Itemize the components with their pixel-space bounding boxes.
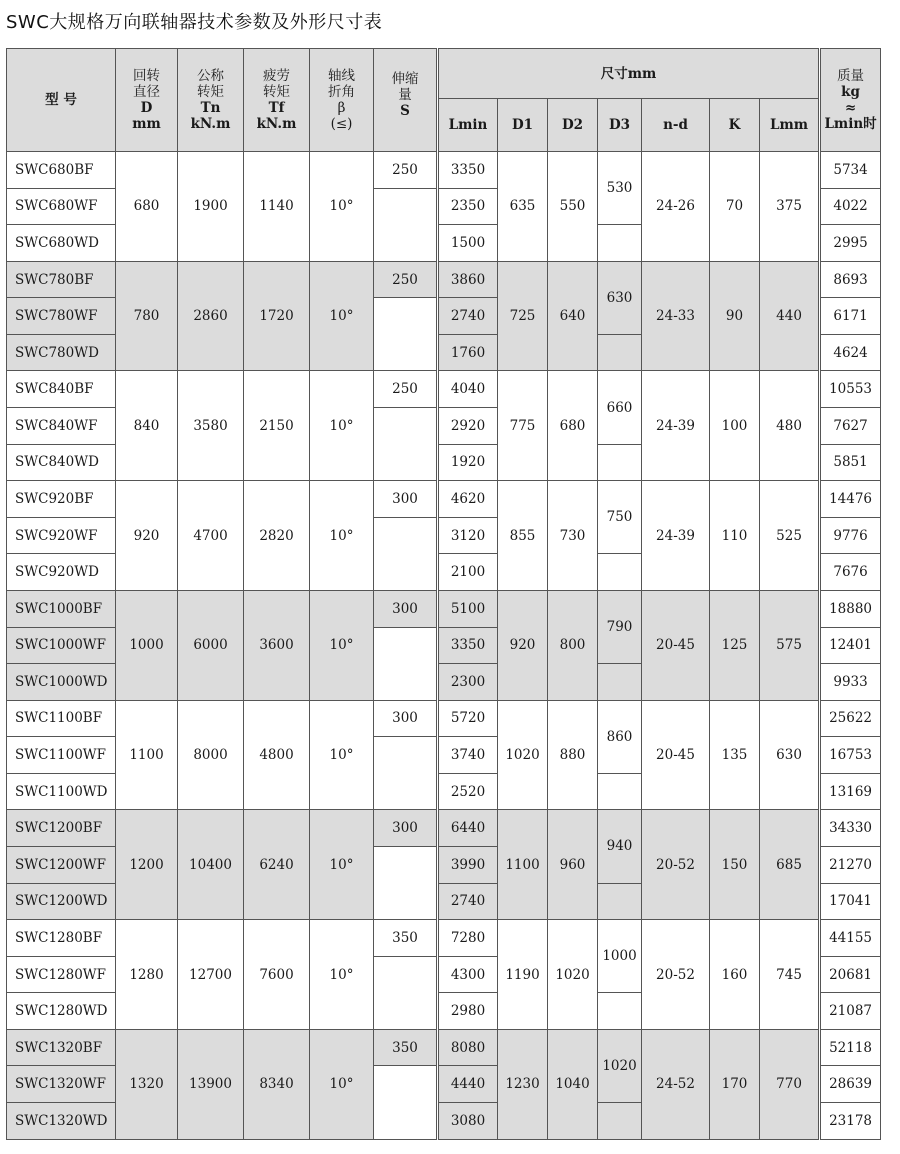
nd-cell: 24-39: [642, 481, 710, 591]
table-row: [7, 152, 881, 189]
model-cell: SWC920WF: [7, 517, 116, 554]
tn-cell: 4700: [178, 481, 244, 591]
model-cell: SWC1100BF: [7, 700, 116, 737]
d3-blank-cell: [598, 1103, 642, 1140]
model-cell: SWC920WD: [7, 554, 116, 591]
d1-cell: 725: [498, 261, 548, 371]
lmin-cell: 5100: [438, 590, 498, 627]
mass-cell: 4022: [820, 188, 881, 225]
header-lmm: Lmm: [760, 99, 820, 152]
tn-cell: 2860: [178, 261, 244, 371]
d-cell: 1000: [116, 590, 178, 700]
model-cell: SWC1280WF: [7, 956, 116, 993]
nd-cell: 24-39: [642, 371, 710, 481]
lmin-cell: 1500: [438, 225, 498, 262]
mass-cell: 21087: [820, 993, 881, 1030]
d3-blank-cell: [598, 664, 642, 701]
nd-cell: 20-52: [642, 810, 710, 920]
mass-cell: 21270: [820, 846, 881, 883]
page-title: SWC大规格万向联轴器技术参数及外形尺寸表: [6, 12, 383, 33]
lmm-cell: 375: [760, 152, 820, 262]
lmin-cell: 6440: [438, 810, 498, 847]
s-blank-cell: [374, 408, 438, 481]
nd-cell: 24-33: [642, 261, 710, 371]
d3-cell: 660: [598, 371, 642, 444]
lmin-cell: 2300: [438, 664, 498, 701]
lmin-cell: 2520: [438, 773, 498, 810]
table-row: [7, 920, 881, 957]
d2-cell: 640: [548, 261, 598, 371]
d2-cell: 1020: [548, 920, 598, 1030]
beta-cell: 10°: [310, 920, 374, 1030]
d1-cell: 1230: [498, 1029, 548, 1139]
beta-cell: 10°: [310, 700, 374, 810]
tf-cell: 4800: [244, 700, 310, 810]
lmin-cell: 1760: [438, 334, 498, 371]
d1-cell: 775: [498, 371, 548, 481]
d3-cell: 790: [598, 590, 642, 663]
beta-cell: 10°: [310, 481, 374, 591]
lmin-cell: 4440: [438, 1066, 498, 1103]
mass-cell: 34330: [820, 810, 881, 847]
mass-cell: 18880: [820, 590, 881, 627]
tn-cell: 8000: [178, 700, 244, 810]
mass-cell: 5851: [820, 444, 881, 481]
d-cell: 1100: [116, 700, 178, 810]
d-cell: 680: [116, 152, 178, 262]
d3-blank-cell: [598, 334, 642, 371]
mass-cell: 28639: [820, 1066, 881, 1103]
d2-cell: 680: [548, 371, 598, 481]
d2-cell: 960: [548, 810, 598, 920]
d3-blank-cell: [598, 554, 642, 591]
s-cell: 300: [374, 700, 438, 737]
k-cell: 90: [710, 261, 760, 371]
tf-cell: 7600: [244, 920, 310, 1030]
d3-cell: 750: [598, 481, 642, 554]
mass-cell: 14476: [820, 481, 881, 518]
mass-cell: 10553: [820, 371, 881, 408]
d1-cell: 920: [498, 590, 548, 700]
tn-cell: 6000: [178, 590, 244, 700]
s-cell: 250: [374, 371, 438, 408]
mass-cell: 9933: [820, 664, 881, 701]
lmin-cell: 3990: [438, 846, 498, 883]
model-cell: SWC1100WD: [7, 773, 116, 810]
header-tn: 公称 转矩 Tn kN.m: [178, 49, 244, 152]
s-blank-cell: [374, 517, 438, 590]
d3-cell: 860: [598, 700, 642, 773]
table-row: [7, 590, 881, 627]
lmin-cell: 2100: [438, 554, 498, 591]
mass-cell: 17041: [820, 883, 881, 920]
lmm-cell: 745: [760, 920, 820, 1030]
table-row: [7, 261, 881, 298]
k-cell: 170: [710, 1029, 760, 1139]
nd-cell: 24-26: [642, 152, 710, 262]
mass-cell: 44155: [820, 920, 881, 957]
mass-cell: 9776: [820, 517, 881, 554]
lmin-cell: 7280: [438, 920, 498, 957]
mass-cell: 4624: [820, 334, 881, 371]
model-cell: SWC1200BF: [7, 810, 116, 847]
header-dims: 尺寸mm: [438, 49, 820, 99]
k-cell: 110: [710, 481, 760, 591]
model-cell: SWC1280BF: [7, 920, 116, 957]
d3-cell: 630: [598, 261, 642, 334]
d2-cell: 800: [548, 590, 598, 700]
model-cell: SWC1200WF: [7, 846, 116, 883]
header-tf: 疲劳 转矩 Tf kN.m: [244, 49, 310, 152]
k-cell: 150: [710, 810, 760, 920]
model-cell: SWC840WF: [7, 408, 116, 445]
model-cell: SWC1000WD: [7, 664, 116, 701]
mass-cell: 6171: [820, 298, 881, 335]
s-blank-cell: [374, 188, 438, 261]
header-lmin: Lmin: [438, 99, 498, 152]
header-d3: D3: [598, 99, 642, 152]
lmin-cell: 4300: [438, 956, 498, 993]
lmm-cell: 685: [760, 810, 820, 920]
lmm-cell: 480: [760, 371, 820, 481]
s-cell: 300: [374, 481, 438, 518]
model-cell: SWC1000WF: [7, 627, 116, 664]
lmm-cell: 525: [760, 481, 820, 591]
lmin-cell: 2920: [438, 408, 498, 445]
d3-blank-cell: [598, 225, 642, 262]
header-s: 伸缩 量 S: [374, 49, 438, 152]
lmin-cell: 3740: [438, 737, 498, 774]
d1-cell: 1020: [498, 700, 548, 810]
s-cell: 350: [374, 920, 438, 957]
table-row: [7, 700, 881, 737]
lmin-cell: 5720: [438, 700, 498, 737]
model-cell: SWC1320BF: [7, 1029, 116, 1066]
d3-cell: 1020: [598, 1029, 642, 1102]
beta-cell: 10°: [310, 810, 374, 920]
model-cell: SWC680WD: [7, 225, 116, 262]
model-cell: SWC1000BF: [7, 590, 116, 627]
d2-cell: 1040: [548, 1029, 598, 1139]
lmin-cell: 3350: [438, 627, 498, 664]
d3-blank-cell: [598, 773, 642, 810]
table-row: [7, 1029, 881, 1066]
k-cell: 70: [710, 152, 760, 262]
spec-table: [6, 48, 881, 1140]
header-d: 回转 直径 D mm: [116, 49, 178, 152]
header-nd: n-d: [642, 99, 710, 152]
d-cell: 1200: [116, 810, 178, 920]
mass-cell: 52118: [820, 1029, 881, 1066]
tn-cell: 3580: [178, 371, 244, 481]
tf-cell: 1140: [244, 152, 310, 262]
lmin-cell: 1920: [438, 444, 498, 481]
lmin-cell: 3120: [438, 517, 498, 554]
beta-cell: 10°: [310, 1029, 374, 1139]
lmin-cell: 3080: [438, 1103, 498, 1140]
lmin-cell: 4620: [438, 481, 498, 518]
beta-cell: 10°: [310, 590, 374, 700]
s-cell: 250: [374, 261, 438, 298]
tf-cell: 6240: [244, 810, 310, 920]
s-blank-cell: [374, 846, 438, 919]
model-cell: SWC1320WF: [7, 1066, 116, 1103]
tn-cell: 10400: [178, 810, 244, 920]
table-row: [7, 371, 881, 408]
table-row: [7, 481, 881, 518]
d1-cell: 1100: [498, 810, 548, 920]
mass-cell: 5734: [820, 152, 881, 189]
lmin-cell: 2350: [438, 188, 498, 225]
d2-cell: 880: [548, 700, 598, 810]
lmin-cell: 3860: [438, 261, 498, 298]
mass-cell: 13169: [820, 773, 881, 810]
d3-cell: 530: [598, 152, 642, 225]
tf-cell: 2150: [244, 371, 310, 481]
model-cell: SWC780BF: [7, 261, 116, 298]
lmin-cell: 2740: [438, 883, 498, 920]
nd-cell: 20-45: [642, 590, 710, 700]
mass-cell: 20681: [820, 956, 881, 993]
mass-cell: 7676: [820, 554, 881, 591]
d3-cell: 940: [598, 810, 642, 883]
lmin-cell: 2740: [438, 298, 498, 335]
model-cell: SWC1200WD: [7, 883, 116, 920]
header-mass: 质量 kg ≈ Lmin时: [820, 49, 881, 152]
lmin-cell: 4040: [438, 371, 498, 408]
s-blank-cell: [374, 956, 438, 1029]
lmin-cell: 8080: [438, 1029, 498, 1066]
tn-cell: 12700: [178, 920, 244, 1030]
d-cell: 840: [116, 371, 178, 481]
mass-cell: 25622: [820, 700, 881, 737]
tf-cell: 1720: [244, 261, 310, 371]
mass-cell: 7627: [820, 408, 881, 445]
model-cell: SWC1280WD: [7, 993, 116, 1030]
d1-cell: 855: [498, 481, 548, 591]
table-body: [7, 152, 881, 1140]
d2-cell: 730: [548, 481, 598, 591]
s-cell: 250: [374, 152, 438, 189]
model-cell: SWC680BF: [7, 152, 116, 189]
beta-cell: 10°: [310, 261, 374, 371]
s-cell: 300: [374, 590, 438, 627]
lmin-cell: 3350: [438, 152, 498, 189]
model-cell: SWC1320WD: [7, 1103, 116, 1140]
s-cell: 350: [374, 1029, 438, 1066]
header-d1: D1: [498, 99, 548, 152]
lmm-cell: 440: [760, 261, 820, 371]
model-cell: SWC840BF: [7, 371, 116, 408]
lmm-cell: 630: [760, 700, 820, 810]
k-cell: 135: [710, 700, 760, 810]
tf-cell: 8340: [244, 1029, 310, 1139]
model-cell: SWC920BF: [7, 481, 116, 518]
d1-cell: 1190: [498, 920, 548, 1030]
mass-cell: 12401: [820, 627, 881, 664]
d-cell: 1320: [116, 1029, 178, 1139]
k-cell: 100: [710, 371, 760, 481]
model-cell: SWC1100WF: [7, 737, 116, 774]
nd-cell: 20-45: [642, 700, 710, 810]
header-beta: 轴线 折角 β (≤): [310, 49, 374, 152]
d1-cell: 635: [498, 152, 548, 262]
mass-cell: 2995: [820, 225, 881, 262]
table-row: [7, 810, 881, 847]
tf-cell: 2820: [244, 481, 310, 591]
d-cell: 780: [116, 261, 178, 371]
k-cell: 125: [710, 590, 760, 700]
s-blank-cell: [374, 1066, 438, 1140]
model-cell: SWC780WD: [7, 334, 116, 371]
header-d2: D2: [548, 99, 598, 152]
model-cell: SWC780WF: [7, 298, 116, 335]
d3-blank-cell: [598, 444, 642, 481]
d-cell: 920: [116, 481, 178, 591]
beta-cell: 10°: [310, 152, 374, 262]
lmm-cell: 575: [760, 590, 820, 700]
tf-cell: 3600: [244, 590, 310, 700]
s-blank-cell: [374, 627, 438, 700]
header-k: K: [710, 99, 760, 152]
k-cell: 160: [710, 920, 760, 1030]
d-cell: 1280: [116, 920, 178, 1030]
d3-blank-cell: [598, 993, 642, 1030]
d3-cell: 1000: [598, 920, 642, 993]
beta-cell: 10°: [310, 371, 374, 481]
s-cell: 300: [374, 810, 438, 847]
s-blank-cell: [374, 298, 438, 371]
model-cell: SWC680WF: [7, 188, 116, 225]
lmin-cell: 2980: [438, 993, 498, 1030]
tn-cell: 13900: [178, 1029, 244, 1139]
mass-cell: 16753: [820, 737, 881, 774]
nd-cell: 24-52: [642, 1029, 710, 1139]
model-cell: SWC840WD: [7, 444, 116, 481]
lmm-cell: 770: [760, 1029, 820, 1139]
mass-cell: 23178: [820, 1103, 881, 1140]
d3-blank-cell: [598, 883, 642, 920]
d2-cell: 550: [548, 152, 598, 262]
mass-cell: 8693: [820, 261, 881, 298]
s-blank-cell: [374, 737, 438, 810]
nd-cell: 20-52: [642, 920, 710, 1030]
tn-cell: 1900: [178, 152, 244, 262]
header-model: 型 号: [7, 49, 116, 152]
